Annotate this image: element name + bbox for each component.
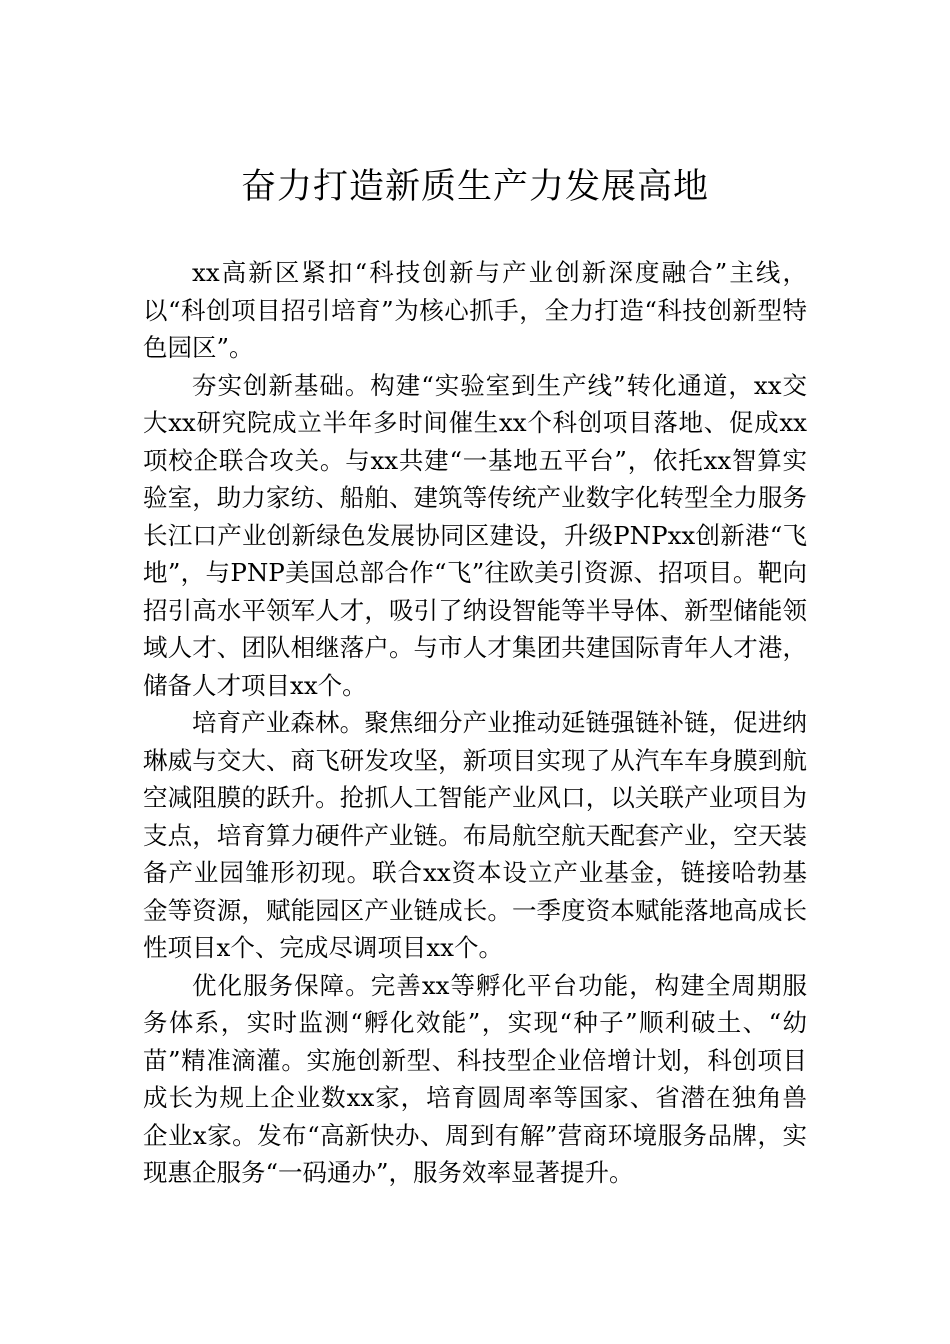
- document-body: [143, 254, 807, 1192]
- document-title: 奋力打造新质生产力发展高地: [240, 167, 709, 207]
- paragraph-industry: 培育产业森林。聚焦细分产业推动延链强链补链，促进纳琳威与交大、商飞研发攻坚，新项目实现了从汽车车身膜到航空减阻膜的跃升。抢抓人工智能产业风口，以关联产业项目为支点，培育算力硬件产业链。布局航空航天配套产业，空天装备产业园雏形初现。联合xx资本设立产业基金，链接哈勃基金等资源，赋能园区产业链成长。一季度资本赋能落地高成长性项目x个、完成尽调项目xx个。: [143, 708, 807, 962]
- paragraph-intro: xx高新区紧扣“科技创新与产业创新深度融合”主线，以“科创项目招引培育”为核心抓手，全力打造“科技创新型特色园区”。: [143, 258, 807, 362]
- paragraph-foundation: 夯实创新基础。构建“实验室到生产线”转化通道，xx交大xx研究院成立半年多时间催生xx个科创项目落地、促成xx项校企联合攻关。与xx共建“一基地五平台”，依托xx智算实验室，助力家纺、船舶、建筑等传统产业数字化转型全力服务长江口产业创新绿色发展协同区建设，升级PNPxx创新港“飞地”，与PNP美国总部合作“飞”往欧美引资源、招项目。靶向招引高水平领军人才，吸引了纳设智能等半导体、新型储能领域人才、团队相继落户。与市人才集团共建国际青年人才港，储备人才项目xx个。: [143, 370, 807, 700]
- paragraph-service: 优化服务保障。完善xx等孵化平台功能，构建全周期服务体系，实时监测“孵化效能”，实现“种子”顺利破土、“幼苗”精准滴灌。实施创新型、科技型企业倍增计划，科创项目成长为规上企业数xx家，培育圆周率等国家、省潜在独角兽企业x家。发布“高新快办、周到有解”营商环境服务品牌，实现惠企服务“一码通办”，服务效率显著提升。: [143, 970, 807, 1187]
